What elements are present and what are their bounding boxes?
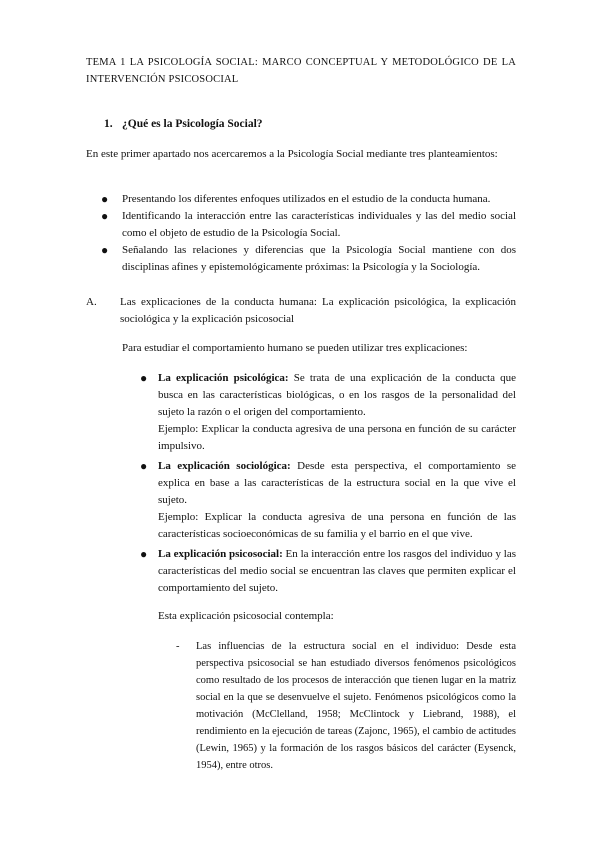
contempla-paragraph: Esta explicación psicosocial contempla: <box>158 610 334 622</box>
explanation-term: La explicación psicológica: <box>158 372 289 384</box>
document-title: TEMA 1 LA PSICOLOGÍA SOCIAL: MARCO CONCEPTUAL Y METODOLÓGICO DE LA INTERVENCIÓN PSICOSOCIAL <box>86 57 516 85</box>
bullet-icon: ● <box>101 192 109 206</box>
bullet-icon: ● <box>101 209 109 223</box>
list-item <box>140 546 516 597</box>
list-item-text: Señalando las relaciones y diferencias que la Psicología Social mantiene con dos disciplinas afines y epistemológicamente próximas: la Psicología y la Sociología. <box>122 244 516 273</box>
bullet-icon: ● <box>140 547 148 561</box>
bullet-icon: ● <box>140 371 148 385</box>
list-item-text: Presentando los diferentes enfoques utilizados en el estudio de la conducta humana. <box>122 193 491 205</box>
explanation-example: Ejemplo: Explicar la conducta agresiva de una persona en función de su carácter impulsivo. <box>158 423 516 452</box>
section-number: 1. <box>104 118 113 130</box>
dash-icon: - <box>176 641 180 652</box>
subsection-text: Las explicaciones de la conducta humana: La explicación psicológica, la explicación sociológica y la explicación psicosocial <box>120 296 516 325</box>
explanation-text: Desde esta perspectiva, el comportamiento se explica en base a las características de la estructura social en la que vive el sujeto. <box>158 460 516 506</box>
intro-paragraph: En este primer apartado nos acercaremos a la Psicología Social mediante tres planteamientos: <box>86 148 498 160</box>
list-item <box>101 208 516 242</box>
list-item <box>140 458 516 543</box>
explanation-psicologica <box>140 370 516 455</box>
bullet-icon: ● <box>101 243 109 257</box>
section-heading-text: ¿Qué es la Psicología Social? <box>122 118 263 130</box>
dash-item-text: Las influencias de la estructura social en el individuo: Desde esta perspectiva psicosocial se han estudiado diversos fenómenos psicológicos como resultado de los procesos de interacción que tienen lugar en la matriz social en la que se desenvuelve el sujeto. Fenómenos psicológicos como la motivación (McClelland, 1958; McClintock y Liebrand, 1988), el rendimiento en la ejecución de tareas (Zajonc, 1965), el cambio de actitudes (Lewin, 1965) y la formación de los rasgos básicos del carácter (Eysenck, 1954), entre otros. <box>196 641 516 771</box>
bullet-icon: ● <box>140 459 148 473</box>
section-heading <box>104 116 404 133</box>
list-item <box>101 191 516 208</box>
subsection-a <box>86 294 516 328</box>
list-item <box>140 370 516 455</box>
explanation-text: En la interacción entre los rasgos del individuo y las características del medio social se encuentran las claves que permiten explicar el comportamiento del sujeto. <box>158 548 516 594</box>
dash-list-item <box>176 638 516 774</box>
approaches-list <box>101 191 516 276</box>
explanation-psicosocial <box>140 546 516 597</box>
explanation-term: La explicación sociológica: <box>158 460 291 472</box>
list-item <box>101 242 516 276</box>
subsection-letter: A. <box>86 296 97 308</box>
list-item-text: Identificando la interacción entre las características individuales y las del medio social como el objeto de estudio de la Psicología Social. <box>122 210 516 239</box>
explanation-term: La explicación psicosocial: <box>158 548 283 560</box>
explanation-example: Ejemplo: Explicar la conducta agresiva de una persona en función de las características socioeconómicas de su familia y el barrio en el que vive. <box>158 511 516 540</box>
explanation-text: Se trata de una explicación de la conducta que busca en las características biológicas, o en los rasgos de la personalidad del sujeto la razón o el origen del comportamiento. <box>158 372 516 418</box>
explanation-sociologica <box>140 458 516 543</box>
explanations-intro: Para estudiar el comportamiento humano se pueden utilizar tres explicaciones: <box>122 342 468 354</box>
